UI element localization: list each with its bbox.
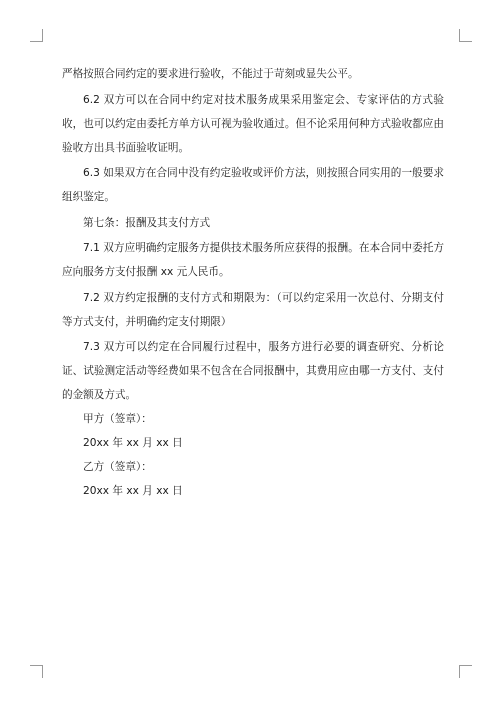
- paragraph-7-3: 7.3 双方可以约定在合同履行过程中，服务方进行必要的调查研究、分析论证、试验测定活动等经费如果不包含在合同报酬中，其费用应由哪一方支付、支付的金额及方式。: [62, 341, 444, 401]
- paragraph-continued: 严格按照合同约定的要求进行验收，不能过于苛刻或显失公平。: [62, 68, 359, 80]
- party-a-date: 20xx 年 xx 月 xx 日: [83, 437, 183, 449]
- paragraph-7-1: 7.1 双方应明确约定服务方提供技术服务所应获得的报酬。在本合同中委托方应向服务方支付报酬 xx 元人民币。: [62, 242, 444, 278]
- crop-mark-top-right: [459, 29, 472, 42]
- paragraph-7-2: 7.2 双方约定报酬的支付方式和期限为：（可以约定采用一次总付、分期支付等方式支付，并明确约定支付期限）: [62, 291, 444, 328]
- crop-mark-top-left: [30, 29, 43, 42]
- paragraph-6-3: 6.3 如果双方在合同中没有约定验收或评价方法，则按照合同实用的一般要求组织鉴定。: [62, 167, 444, 203]
- crop-mark-bottom-left: [30, 665, 43, 678]
- crop-mark-bottom-right: [459, 665, 472, 678]
- paragraph-6-2: 6.2 双方可以在合同中约定对技术服务成果采用鉴定会、专家评估的方式验收，也可以约定由委托方单方认可视为验收通过。但不论采用何种方式验收都应由验收方出具书面验收证明。: [62, 93, 444, 154]
- party-a-signature-label: 甲方（签章）：: [83, 413, 152, 425]
- article-7-heading: 第七条：报酬及其支付方式: [83, 216, 211, 229]
- party-b-signature-label: 乙方（签章）：: [83, 461, 152, 473]
- party-b-date: 20xx 年 xx 月 xx 日: [83, 485, 183, 497]
- document-body: [62, 62, 444, 503]
